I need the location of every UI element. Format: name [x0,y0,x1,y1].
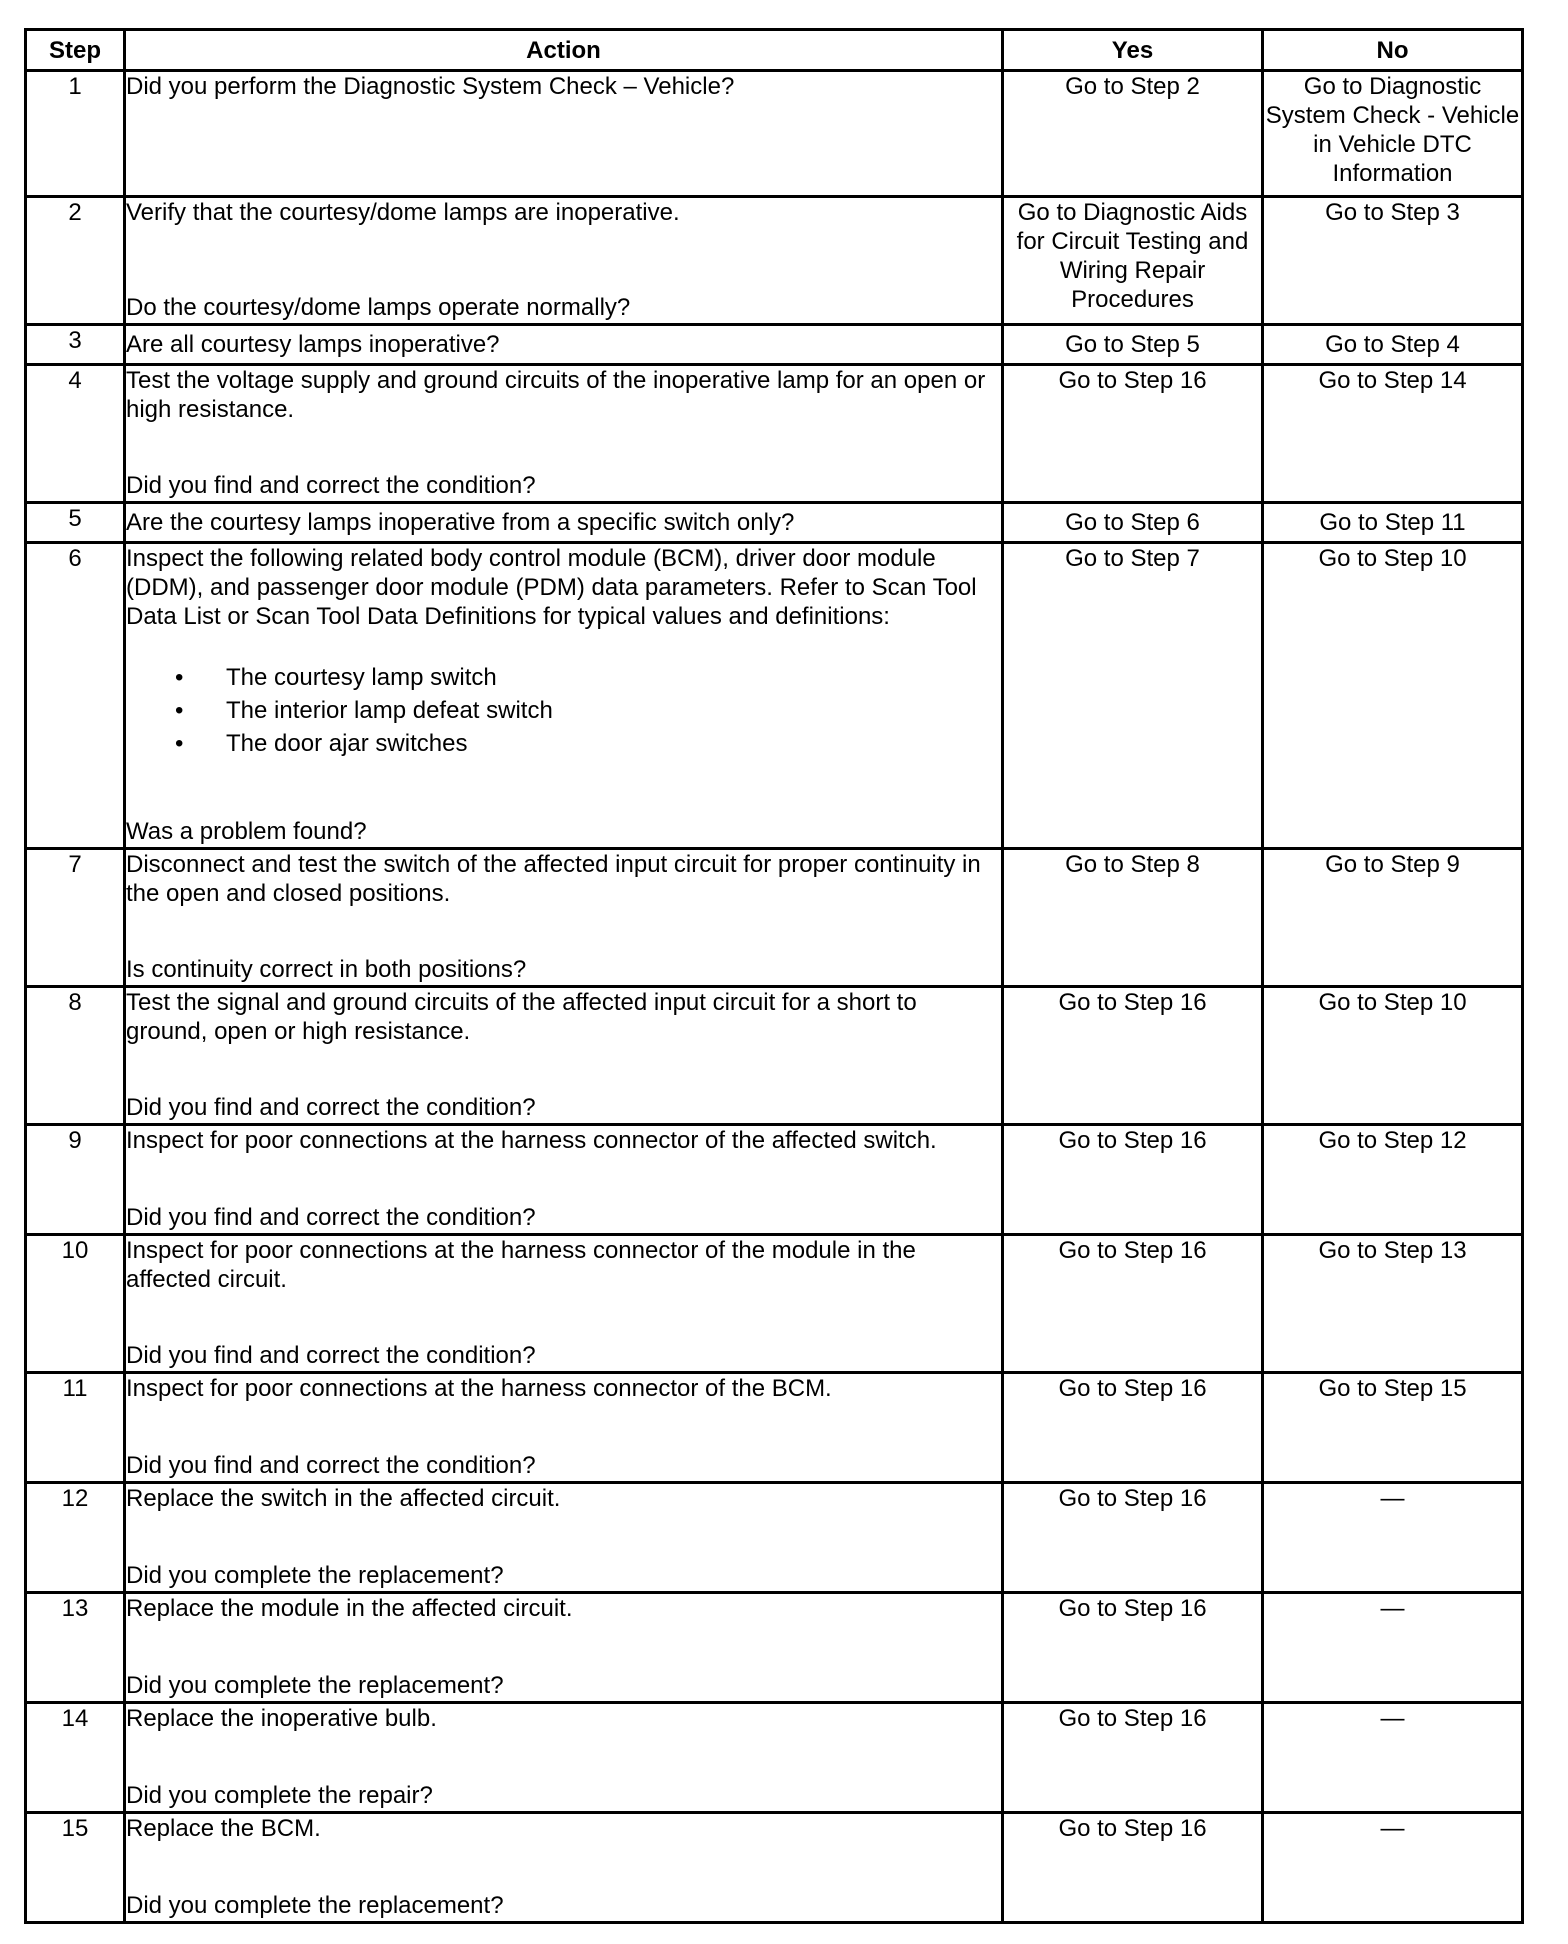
action-text: Inspect the following related body control module (BCM), driver door module (DDM), and passenger door module (PDM) data parameters. Refer to Scan Tool Data List or Scan Tool Data Definitions for typical values and definitions: [126,545,977,630]
action-text: Replace the inoperative bulb. [126,1705,437,1732]
header-yes: Yes [1003,30,1263,71]
no-result: Go to Step 10 [1263,987,1523,1125]
action-question: Did you complete the replacement? [126,1892,504,1919]
step-number: 1 [26,71,125,197]
no-result: Go to Step 3 [1263,197,1523,325]
step-number: 3 [26,325,125,365]
action-text: Are all courtesy lamps inoperative? [126,330,500,358]
action-question: Did you find and correct the condition? [126,1452,536,1479]
yes-result: Go to Step 16 [1003,1373,1263,1483]
no-result: Go to Diagnostic System Check - Vehicle in Vehicle DTC Information [1263,71,1523,197]
step-number: 11 [26,1373,125,1483]
action-text: Did you perform the Diagnostic System Check – Vehicle? [126,73,735,100]
action-cell [125,543,1003,849]
yes-result: Go to Step 16 [1003,1593,1263,1703]
table-row [26,1125,1523,1235]
step-number: 15 [26,1813,125,1923]
action-cell [125,197,1003,325]
table-row [26,1373,1523,1483]
action-cell [125,1813,1003,1923]
yes-result: Go to Step 16 [1003,1483,1263,1593]
step-number: 13 [26,1593,125,1703]
action-cell [125,1703,1003,1813]
step-number: 12 [26,1483,125,1593]
table-row [26,325,1523,365]
action-cell [125,1235,1003,1373]
table-row [26,1593,1523,1703]
no-result: Go to Step 12 [1263,1125,1523,1235]
yes-result: Go to Step 16 [1003,1235,1263,1373]
table-row [26,365,1523,503]
action-text: Test the signal and ground circuits of the affected input circuit for a short to ground, open or high resistance. [126,989,917,1045]
action-text: Inspect for poor connections at the harness connector of the BCM. [126,1375,832,1402]
action-text: Replace the module in the affected circuit. [126,1595,573,1622]
diagnostic-table [24,28,1524,1924]
action-text: Disconnect and test the switch of the affected input circuit for proper continuity in the open and closed positions. [126,851,981,907]
table-row [26,1813,1523,1923]
header-row [26,30,1523,71]
action-cell [125,849,1003,987]
step-number: 7 [26,849,125,987]
yes-result: Go to Step 16 [1003,365,1263,503]
table-row [26,543,1523,849]
action-cell [125,1593,1003,1703]
action-text: Verify that the courtesy/dome lamps are inoperative. [126,199,680,226]
action-cell [125,365,1003,503]
yes-result: Go to Step 5 [1003,325,1263,365]
no-result: — [1263,1703,1523,1813]
bullet-item: • The door ajar switches [226,727,1001,760]
step-number: 8 [26,987,125,1125]
action-question: Did you complete the repair? [126,1782,433,1809]
action-question: Did you find and correct the condition? [126,1094,536,1121]
action-question: Did you complete the replacement? [126,1562,504,1589]
action-question: Is continuity correct in both positions? [126,956,527,983]
action-question: Do the courtesy/dome lamps operate normally? [126,294,631,321]
no-result: Go to Step 10 [1263,543,1523,849]
table-row [26,503,1523,543]
table-row [26,197,1523,325]
action-question: Did you find and correct the condition? [126,472,536,499]
no-result: Go to Step 14 [1263,365,1523,503]
step-number: 6 [26,543,125,849]
action-question: Did you find and correct the condition? [126,1342,536,1369]
table-row [26,1483,1523,1593]
action-text: Test the voltage supply and ground circuits of the inoperative lamp for an open or high resistance. [126,367,986,423]
no-result: Go to Step 4 [1263,325,1523,365]
table-row [26,987,1523,1125]
step-number: 4 [26,365,125,503]
no-result: Go to Step 11 [1263,503,1523,543]
no-result: — [1263,1813,1523,1923]
header-action: Action [125,30,1003,71]
header-no: No [1263,30,1523,71]
bullet-item: • The interior lamp defeat switch [226,694,1001,727]
action-cell [125,987,1003,1125]
step-number: 9 [26,1125,125,1235]
action-text: Replace the switch in the affected circuit. [126,1485,561,1512]
header-step: Step [26,30,125,71]
no-result: Go to Step 13 [1263,1235,1523,1373]
action-question: Did you complete the replacement? [126,1672,504,1699]
action-question: Was a problem found? [126,818,367,845]
yes-result: Go to Step 16 [1003,987,1263,1125]
no-result: — [1263,1593,1523,1703]
action-cell [125,325,1003,365]
action-cell [125,1373,1003,1483]
no-result: Go to Step 15 [1263,1373,1523,1483]
action-text: Inspect for poor connections at the harness connector of the module in the affected circuit. [126,1237,916,1293]
action-cell [125,1125,1003,1235]
table-row [26,849,1523,987]
no-result: — [1263,1483,1523,1593]
step-number: 14 [26,1703,125,1813]
yes-result: Go to Step 6 [1003,503,1263,543]
yes-result: Go to Step 7 [1003,543,1263,849]
step-number: 10 [26,1235,125,1373]
action-cell [125,71,1003,197]
action-text: Are the courtesy lamps inoperative from a specific switch only? [126,508,795,536]
yes-result: Go to Diagnostic Aids for Circuit Testing and Wiring Repair Procedures [1003,197,1263,325]
yes-result: Go to Step 16 [1003,1703,1263,1813]
action-text: Inspect for poor connections at the harness connector of the affected switch. [126,1127,937,1154]
action-text: Replace the BCM. [126,1815,321,1842]
table-row [26,71,1523,197]
yes-result: Go to Step 8 [1003,849,1263,987]
step-number: 2 [26,197,125,325]
action-cell [125,503,1003,543]
action-question: Did you find and correct the condition? [126,1204,536,1231]
yes-result: Go to Step 16 [1003,1125,1263,1235]
table-row [26,1235,1523,1373]
yes-result: Go to Step 16 [1003,1813,1263,1923]
action-cell [125,1483,1003,1593]
table-row [26,1703,1523,1813]
no-result: Go to Step 9 [1263,849,1523,987]
bullet-item: • The courtesy lamp switch [226,661,1001,694]
yes-result: Go to Step 2 [1003,71,1263,197]
step-number: 5 [26,503,125,543]
bullet-list [126,661,1001,760]
